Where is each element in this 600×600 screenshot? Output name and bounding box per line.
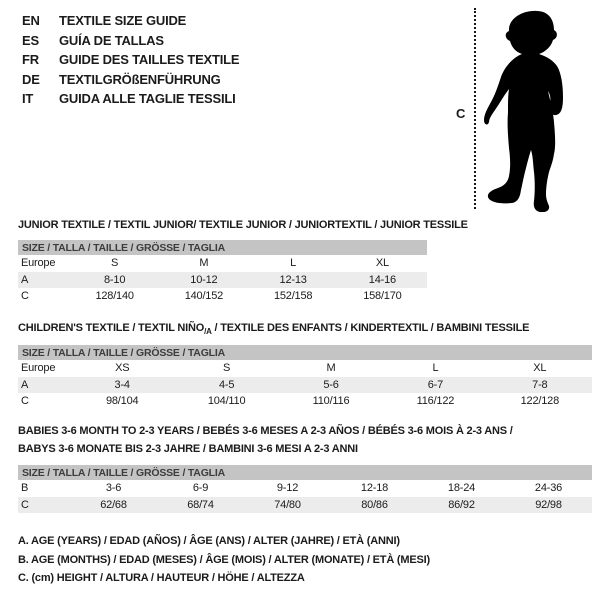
footnote-age-months: B. AGE (MONTHS) / EDAD (MESES) / ÂGE (MOIS) / ALTER (MONATE) / ETÀ (MESI) bbox=[18, 553, 430, 566]
table-cell: 6-7 bbox=[427, 378, 444, 391]
language-title-list bbox=[22, 11, 239, 109]
guide-title: GUIDA ALLE TAGLIE TESSILI bbox=[59, 91, 236, 107]
guide-title: GUÍA DE TALLAS bbox=[59, 32, 164, 48]
language-code: EN bbox=[22, 13, 40, 29]
language-row bbox=[22, 50, 239, 70]
language-code: IT bbox=[22, 91, 34, 107]
table-header-bar bbox=[18, 240, 427, 255]
row-label: C bbox=[21, 498, 29, 511]
footnote-list bbox=[18, 532, 430, 588]
table-cell: 152/158 bbox=[273, 290, 313, 303]
table-cell: M bbox=[199, 257, 209, 270]
table-cell: XL bbox=[375, 257, 389, 270]
language-row bbox=[22, 31, 239, 51]
table-header-bar bbox=[18, 345, 592, 360]
table-cell: 5-6 bbox=[323, 378, 339, 391]
table-row bbox=[18, 272, 427, 289]
size-table-children bbox=[18, 345, 592, 410]
table-row bbox=[18, 480, 592, 497]
row-label: Europe bbox=[21, 362, 56, 375]
table-cell: 18-24 bbox=[447, 482, 476, 495]
table-header-label: SIZE / TALLA / TAILLE / GRÖSSE / TAGLIA bbox=[22, 241, 225, 254]
table-cell: 8-10 bbox=[104, 273, 126, 286]
table-cell: L bbox=[290, 257, 297, 270]
table-cell: 12-18 bbox=[360, 482, 389, 495]
table-cell: 74/80 bbox=[274, 498, 301, 511]
row-label: C bbox=[21, 395, 29, 408]
size-table-junior bbox=[18, 240, 427, 305]
baby-silhouette-icon bbox=[482, 6, 596, 212]
row-label: A bbox=[21, 273, 29, 286]
language-row bbox=[22, 70, 239, 90]
table-cell: 4-5 bbox=[218, 378, 235, 391]
table-cell: 3-4 bbox=[114, 378, 130, 391]
footnote-age-years: A. AGE (YEARS) / EDAD (AÑOS) / ÂGE (ANS) / ALTER (JAHRE) / ETÀ (ANNI) bbox=[18, 535, 400, 547]
table-cell: 3-6 bbox=[105, 482, 122, 495]
table-header-bar bbox=[18, 465, 592, 480]
table-cell: 68/74 bbox=[187, 498, 214, 511]
row-label: Europe bbox=[21, 257, 56, 270]
table-cell: 104/110 bbox=[207, 395, 246, 408]
table-cell: 122/128 bbox=[520, 395, 560, 408]
section-title-text: CHILDREN'S TEXTILE / TEXTIL NIÑO bbox=[18, 322, 205, 334]
language-code: DE bbox=[22, 71, 40, 87]
table-cell: S bbox=[111, 257, 119, 270]
table-row bbox=[18, 288, 427, 305]
height-measure-label: C bbox=[456, 106, 466, 121]
section-title-text: / TEXTILE DES ENFANTS / KINDERTEXTIL / BAMBINI TESSILE bbox=[211, 322, 530, 334]
table-cell: 12-13 bbox=[279, 273, 307, 286]
table-cell: 140/152 bbox=[184, 290, 224, 303]
section-title-children bbox=[18, 319, 529, 341]
guide-title: TEXTILE SIZE GUIDE bbox=[59, 13, 187, 29]
table-cell: 7-8 bbox=[532, 378, 548, 391]
table-cell: 80/86 bbox=[361, 498, 388, 511]
language-row bbox=[22, 89, 239, 109]
table-cell: 92/98 bbox=[535, 498, 562, 511]
table-cell: 10-12 bbox=[190, 273, 218, 286]
row-label: A bbox=[21, 378, 29, 391]
row-label: C bbox=[21, 290, 29, 303]
table-row bbox=[18, 255, 427, 272]
size-table-babies bbox=[18, 465, 592, 513]
language-code: ES bbox=[22, 32, 39, 48]
table-cell: 24-36 bbox=[534, 482, 563, 495]
table-header-label: SIZE / TALLA / TAILLE / GRÖSSE / TAGLIA bbox=[22, 346, 225, 359]
table-row bbox=[18, 393, 592, 410]
height-measure-line bbox=[474, 8, 476, 209]
table-header-label: SIZE / TALLA / TAILLE / GRÖSSE / TAGLIA bbox=[22, 466, 225, 479]
table-cell: 9-12 bbox=[276, 482, 299, 495]
language-row bbox=[22, 11, 239, 31]
table-cell: 128/140 bbox=[95, 290, 134, 303]
table-cell: XL bbox=[533, 362, 547, 375]
language-code: FR bbox=[22, 52, 39, 68]
section-title-line: BABIES 3-6 MONTH TO 2-3 YEARS / BEBÉS 3-6 MESES A 2-3 AÑOS / BÉBÉS 3-6 MOIS À 2-3 ANS / bbox=[18, 425, 513, 437]
table-cell: M bbox=[326, 362, 336, 375]
table-cell: 116/122 bbox=[416, 395, 455, 408]
table-cell: 86/92 bbox=[448, 498, 475, 511]
guide-title: TEXTILGRÖßENFÜHRUNG bbox=[59, 71, 221, 87]
section-title-line: BABYS 3-6 MONATE BIS 2-3 JAHRE / BAMBINI 3-6 MESI A 2-3 ANNI bbox=[18, 443, 358, 455]
section-title-junior: JUNIOR TEXTILE / TEXTIL JUNIOR/ TEXTILE JUNIOR / JUNIORTEXTIL / JUNIOR TESSILE bbox=[18, 219, 468, 231]
table-row bbox=[18, 360, 592, 377]
section-title-babies bbox=[18, 422, 578, 458]
table-row bbox=[18, 497, 592, 514]
table-cell: S bbox=[223, 362, 231, 375]
table-cell: 62/68 bbox=[100, 498, 127, 511]
table-cell: XS bbox=[115, 362, 130, 375]
table-cell: 6-9 bbox=[192, 482, 209, 495]
table-cell: 158/170 bbox=[363, 290, 402, 303]
guide-title: GUIDE DES TAILLES TEXTILE bbox=[59, 52, 240, 68]
footnote-height: C. (cm) HEIGHT / ALTURA / HAUTEUR / HÖHE / ALTEZZA bbox=[18, 572, 305, 584]
table-cell: 14-16 bbox=[368, 273, 396, 286]
table-cell: 98/104 bbox=[105, 395, 139, 408]
section-title-subscript: /A bbox=[204, 327, 212, 337]
table-cell: 110/116 bbox=[312, 395, 350, 408]
table-row bbox=[18, 377, 592, 394]
row-label: B bbox=[21, 482, 29, 495]
table-cell: L bbox=[432, 362, 439, 375]
